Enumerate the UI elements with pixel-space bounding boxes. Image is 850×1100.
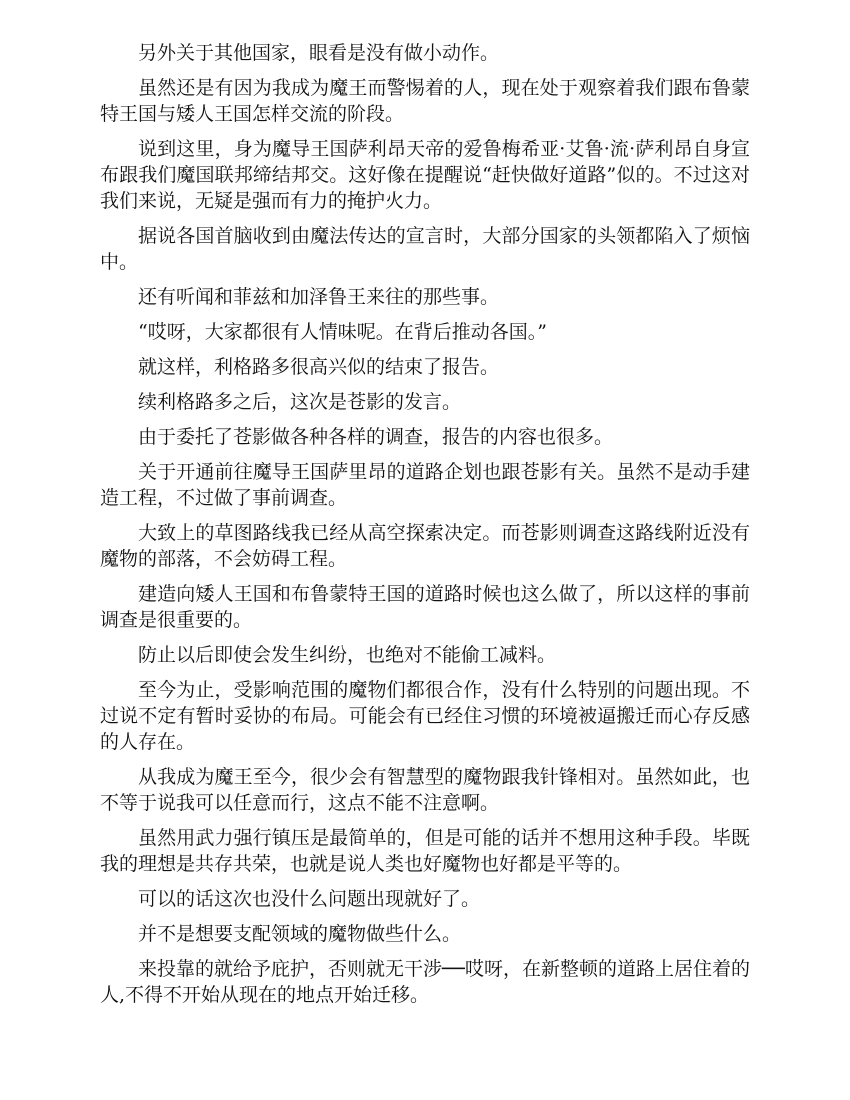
paragraph-19: 来投靠的就给予庇护，否则就无干涉──哎呀，在新整顿的道路上居住着的人,不得不开始从现在的地点开始迁移。 — [100, 958, 750, 1006]
paragraph-6: “哎呀，大家都很有人情味呢。在背后推动各国。” — [138, 321, 547, 343]
paragraph-17: 可以的话这次也没什么问题出现就好了。 — [138, 888, 481, 910]
paragraph-2: 虽然还是有因为我成为魔王而警惕着的人，现在处于观察着我们跟布鲁蒙特王国与矮人王国怎样交流的阶段。 — [100, 77, 750, 125]
document-page — [100, 40, 750, 1017]
paragraph-18: 并不是想要支配领域的魔物做些什么。 — [138, 923, 462, 945]
paragraph-5: 还有听闻和菲兹和加泽鲁王来往的那些事。 — [138, 286, 500, 308]
paragraph-11: 大致上的草图路线我已经从高空探索决定。而苍影则调查这路线附近没有魔物的部落，不会妨碍工程。 — [100, 522, 750, 570]
paragraph-13: 防止以后即使会发生纠纷，也绝对不能偷工减料。 — [138, 644, 557, 666]
paragraph-14: 至今为止，受影响范围的魔物们都很合作，没有什么特别的问题出现。不过说不定有暂时妥协的布局。可能会有已经住习惯的环境被逼搬迁而心存反感的人存在。 — [100, 679, 750, 753]
paragraph-10: 关于开通前往魔导王国萨里昂的道路企划也跟苍影有关。虽然不是动手建造工程，不过做了事前调查。 — [100, 461, 750, 509]
paragraph-8: 续利格路多之后，这次是苍影的发言。 — [138, 391, 462, 413]
paragraph-7: 就这样，利格路多很高兴似的结束了报告。 — [138, 356, 500, 378]
paragraph-1: 另外关于其他国家，眼看是没有做小动作。 — [138, 42, 500, 64]
paragraph-12: 建造向矮人王国和布鲁蒙特王国的道路时候也这么做了，所以这样的事前调查是很重要的。 — [100, 583, 750, 631]
paragraph-4: 据说各国首脑收到由魔法传达的宣言时，大部分国家的头领都陷入了烦恼中。 — [100, 225, 750, 273]
paragraph-16: 虽然用武力强行镇压是最简单的，但是可能的话并不想用这种手段。毕既我的理想是共存共荣，也就是说人类也好魔物也好都是平等的。 — [100, 827, 750, 875]
paragraph-9: 由于委托了苍影做各种各样的调查，报告的内容也很多。 — [138, 426, 614, 448]
paragraph-15: 从我成为魔王至今，很少会有智慧型的魔物跟我针锋相对。虽然如此，也不等于说我可以任意而行，这点不能不注意啊。 — [100, 766, 750, 814]
paragraph-3: 说到这里，身为魔导王国萨利昂天帝的爱鲁梅希亚·艾鲁·流·萨利昂自身宣布跟我们魔国联邦缔结邦交。这好像在提醒说“赶快做好道路”似的。不过这对我们来说，无疑是强而有力的掩护火力。 — [100, 138, 750, 212]
